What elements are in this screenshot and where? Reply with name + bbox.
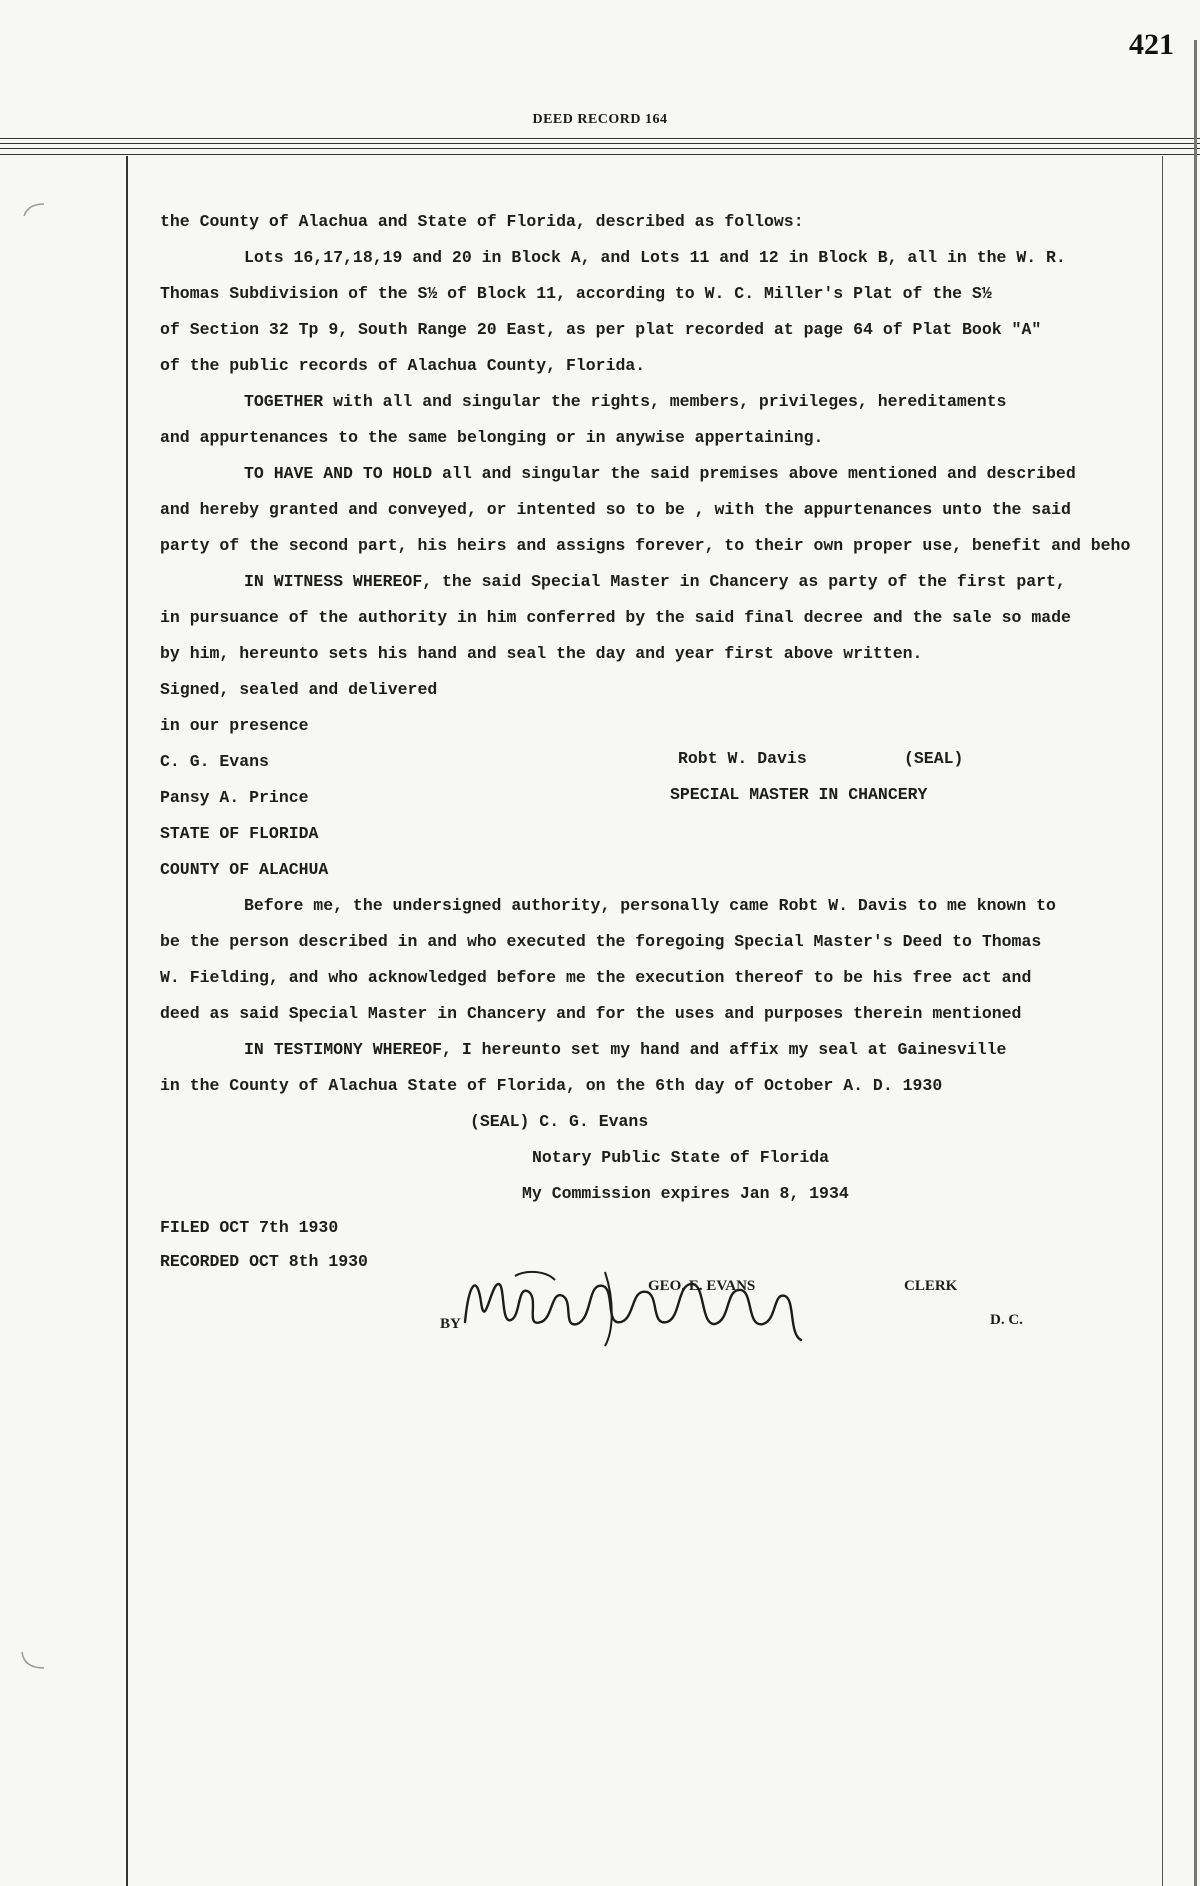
ack-line-2: be the person described in and who executed the foregoing Special Master's Deed to Thomas [160,932,1042,951]
county-line: COUNTY OF ALACHUA [160,860,329,879]
body-line-13: by him, hereunto sets his hand and seal the day and year first above written. [160,644,923,663]
ack-line-1: Before me, the undersigned authority, personally came Robt W. Davis to me known to [244,896,1056,915]
by-label: BY [440,1316,461,1332]
ack-line-5: IN TESTIMONY WHEREOF, I hereunto set my hand and affix my seal at Gainesville [244,1040,1007,1059]
page-edge [1194,40,1197,1886]
clerk-name: GEO. E. EVANS [648,1278,756,1294]
body-line-3: Thomas Subdivision of the S½ of Block 11, according to W. C. Miller's Plat of the S½ [160,284,992,303]
witness-1: C. G. Evans [160,752,269,771]
body-line-2: Lots 16,17,18,19 and 20 in Block A, and Lots 11 and 12 in Block B, all in the W. R. [244,248,1066,267]
notary-seal-line: (SEAL) C. G. Evans [470,1112,649,1131]
binding-mark-bottom [18,1650,48,1674]
body-line-6: TOGETHER with all and singular the rights, members, privileges, hereditaments [244,392,1007,411]
header-rule-1 [0,138,1200,139]
witness-2: Pansy A. Prince [160,788,309,807]
deputy-clerk-signature [455,1262,825,1352]
state-line: STATE OF FLORIDA [160,824,319,843]
header-rule-3 [0,148,1200,149]
body-line-9: and hereby granted and conveyed, or intented so to be , with the appurtenances unto the said [160,500,1071,519]
header-rule-2 [0,143,1200,144]
notary-title: Notary Public State of Florida [532,1148,830,1167]
page-number: 421 [1129,28,1174,61]
recorded-stamp: RECORDED OCT 8th 1930 [160,1252,368,1271]
signer-name: Robt W. Davis [678,749,807,768]
signer-seal: (SEAL) [904,749,964,768]
body-line-12: in pursuance of the authority in him conferred by the said final decree and the sale so made [160,608,1071,627]
body-line-11: IN WITNESS WHEREOF, the said Special Master in Chancery as party of the first part, [244,572,1066,591]
commission-expires: My Commission expires Jan 8, 1934 [522,1184,849,1203]
ack-line-4: deed as said Special Master in Chancery and for the uses and purposes therein mentioned [160,1004,1022,1023]
running-head: DEED RECORD 164 [532,112,668,127]
left-margin-line [126,156,128,1886]
right-margin-line [1162,156,1163,1886]
ack-line-6: in the County of Alachua State of Florida, on the 6th day of October A. D. 1930 [160,1076,943,1095]
body-line-4: of Section 32 Tp 9, South Range 20 East, as per plat recorded at page 64 of Plat Book "A" [160,320,1042,339]
filed-stamp: FILED OCT 7th 1930 [160,1218,339,1237]
body-line-10: party of the second part, his heirs and assigns forever, to their own proper use, benefit and beho [160,536,1131,555]
signer-title: SPECIAL MASTER IN CHANCERY [670,785,928,804]
header-rule-4 [0,154,1200,155]
body-line-1: the County of Alachua and State of Florida, described as follows: [160,212,804,231]
body-line-8: TO HAVE AND TO HOLD all and singular the said premises above mentioned and described [244,464,1076,483]
ack-line-3: W. Fielding, and who acknowledged before me the execution thereof to be his free act and [160,968,1032,987]
body-line-7: and appurtenances to the same belonging or in anywise appertaining. [160,428,824,447]
signed-sealed-line: Signed, sealed and delivered [160,680,438,699]
in-our-presence-line: in our presence [160,716,309,735]
binding-mark-top [20,200,50,220]
dc-label: D. C. [990,1312,1023,1328]
clerk-title: CLERK [904,1278,958,1294]
body-line-5: of the public records of Alachua County, Florida. [160,356,646,375]
